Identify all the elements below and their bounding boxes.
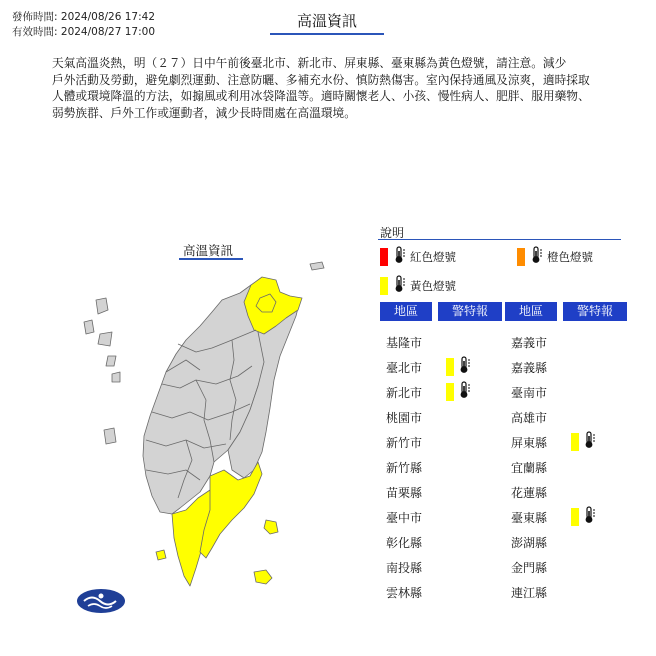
thermometer-icon: [459, 356, 471, 378]
map-island-penghu: [84, 298, 120, 444]
issued-time: 2024/08/26 17:42: [60, 11, 156, 23]
thermometer-icon: [394, 275, 406, 296]
legend-yellow-label: 黃色燈號: [410, 278, 456, 293]
legend-underline: [378, 239, 621, 240]
table-header-left: [380, 302, 502, 321]
valid-time-row: [12, 24, 155, 39]
header-warning: 警特報: [438, 302, 502, 321]
region-name: 新北市: [386, 386, 423, 400]
description-text: 天氣高溫炎熱，明（２７）日中午前後臺北市、新北市、屏東縣、臺東縣為黃色燈號，請注意。減少 戶外活動及勞動，避免劇烈運動、注意防曬、多補充水份、慎防熱傷害。室內保持通風及涼爽，適時採取 人體或環境降溫的方法，如搧風或利用冰袋降溫等。適時關懷老人、小孩、慢性病人、肥胖、服用藥物、 弱勢族群、戶外工作或運動者，減少長時間處在高溫環境。: [52, 56, 590, 120]
legend-orange-label: 橙色燈號: [547, 249, 593, 264]
legend-item-red: [380, 246, 456, 267]
yellow-swatch: [571, 433, 579, 451]
region-name: 南投縣: [386, 561, 423, 575]
warning-indicator: [571, 431, 600, 453]
region-name: 臺南市: [511, 386, 548, 400]
warning-indicator: [446, 381, 475, 403]
issued-label: 發佈時間:: [12, 11, 58, 23]
region-name: 臺北市: [386, 361, 423, 375]
legend-red-label: 紅色燈號: [410, 249, 456, 264]
region-name: 金門縣: [511, 561, 548, 575]
map-island-guishan: [310, 262, 324, 270]
legend-orange-swatch: [517, 248, 525, 266]
warning-indicator: [571, 506, 600, 528]
region-name: 連江縣: [511, 586, 548, 600]
region-name: 新竹縣: [386, 461, 423, 475]
map-island-liuqiu: [156, 550, 166, 560]
valid-time: 2024/08/27 17:00: [60, 26, 156, 38]
region-name: 桃園市: [386, 411, 423, 425]
region-name: 臺中市: [386, 511, 423, 525]
header-region: 地區: [380, 302, 432, 321]
region-name: 宜蘭縣: [511, 461, 548, 475]
region-name: 新竹市: [386, 436, 423, 450]
map-island-orchid: [254, 570, 272, 584]
yellow-swatch: [446, 383, 454, 401]
warning-indicator: [446, 356, 475, 378]
region-name: 臺東縣: [511, 511, 548, 525]
page-title: 高溫資訊: [297, 12, 358, 30]
valid-label: 有效時間:: [12, 26, 58, 38]
region-name: 基隆市: [386, 336, 423, 350]
legend-red-swatch: [380, 248, 388, 266]
map-title: 高溫資訊: [183, 243, 234, 258]
region-name: 高雄市: [511, 411, 548, 425]
region-name: 澎湖縣: [511, 536, 548, 550]
title-underline: [270, 33, 384, 35]
header-region: 地區: [505, 302, 557, 321]
region-name: 嘉義市: [511, 336, 548, 350]
thermometer-icon: [584, 431, 596, 453]
taiwan-map: [60, 258, 340, 618]
header-warning: 警特報: [563, 302, 627, 321]
thermometer-icon: [584, 506, 596, 528]
thermometer-icon: [531, 246, 543, 267]
weather-bureau-logo-icon: [77, 589, 125, 613]
thermometer-icon: [394, 246, 406, 267]
region-name: 彰化縣: [386, 536, 423, 550]
yellow-swatch: [446, 358, 454, 376]
yellow-swatch: [571, 508, 579, 526]
legend-item-orange: [517, 246, 593, 267]
legend-yellow-swatch: [380, 277, 388, 295]
region-name: 花蓮縣: [511, 486, 548, 500]
map-island-green: [264, 520, 278, 534]
legend-item-yellow: [380, 275, 456, 296]
region-name: 雲林縣: [386, 586, 423, 600]
region-name: 苗栗縣: [386, 486, 423, 500]
region-name: 嘉義縣: [511, 361, 548, 375]
legend-title: 說明: [380, 226, 405, 240]
table-header-right: [505, 302, 627, 321]
issued-time-row: [12, 9, 155, 24]
thermometer-icon: [459, 381, 471, 403]
region-name: 屏東縣: [511, 436, 548, 450]
